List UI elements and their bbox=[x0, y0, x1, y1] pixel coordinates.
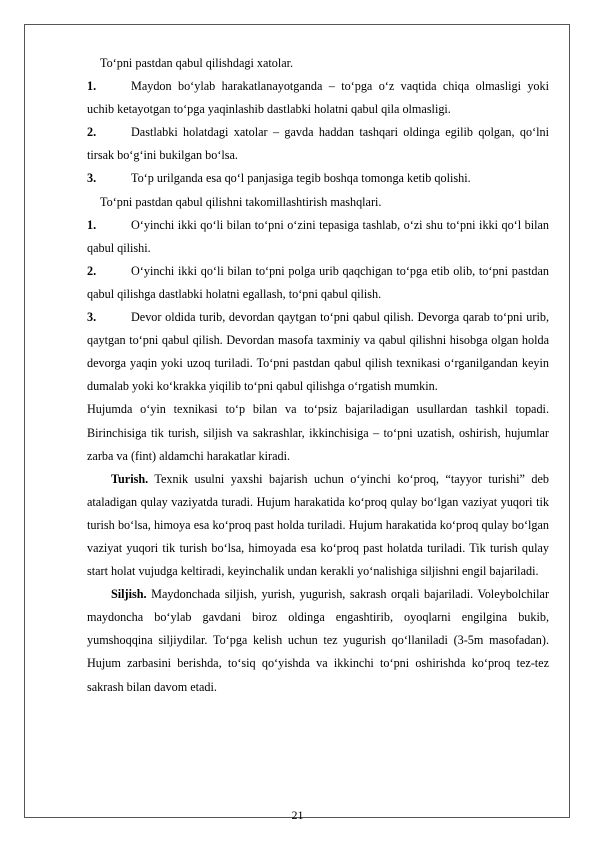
error-item-1 bbox=[87, 75, 549, 121]
document-body bbox=[87, 52, 549, 699]
page-number: 21 bbox=[291, 808, 304, 822]
hujumda-paragraph: Hujumda o‘yin texnikasi to‘p bilan va to‘psiz bajariladigan usullardan tashkil topadi. Birinchisiga tik turish, siljish va sakrashlar, ikkinchisiga – to‘pni uzatish, oshirish, hujumlar zarba va (fint) aldamchi harakatlar kiradi. bbox=[87, 402, 549, 463]
errors-heading: To‘pni pastdan qabul qilishdagi xatolar. bbox=[100, 56, 294, 70]
exercise-item-number: 3. bbox=[87, 310, 97, 325]
error-item-3 bbox=[87, 167, 549, 190]
siljish-label: Siljish. bbox=[111, 587, 147, 602]
exercise-item-1 bbox=[87, 214, 549, 260]
exercise-item-text: Devor oldida turib, devordan qaytgan to‘pni qabul qilish. Devorga qarab to‘pni urib, qaytgan to‘pni qabul qilish. Devordan masofa taxminiy va qabul qilishni hisobga olgan holda devorga yaqin yoki uzoq turiladi. To‘pni pastdan qabul qilish texnikasi o‘rganilgandan keyin dumalab yoki ko‘krakka yiqilib to‘pni qabul qilishga o‘rgatish mumkin. bbox=[87, 310, 549, 394]
turish-paragraph bbox=[87, 468, 549, 583]
error-item-number: 1. bbox=[87, 79, 97, 94]
error-item-number: 2. bbox=[87, 125, 97, 140]
error-item-text: Dastlabki holatdagi xatolar – gavda haddan tashqari oldinga egilib qolgan, qo‘lni tirsak bo‘g‘ini bukilgan bo‘lsa. bbox=[87, 125, 549, 163]
error-item-text: To‘p urilganda esa qo‘l panjasiga tegib boshqa tomonga ketib qolishi. bbox=[131, 171, 471, 186]
exercise-item-2 bbox=[87, 260, 549, 306]
turish-text: Texnik usulni yaxshi bajarish uchun o‘yinchi ko‘proq, “tayyor turishi” deb ataladigan qulay vaziyatda turadi. Hujum harakatida ko‘proq qulay bo‘lgan vaziyat yuqori tik turish bo‘lsa, himoya esa ko‘proq past holda turiladi. Hujum harakatida ko‘proq qulay bo‘lgan vaziyat yuqori tik turish bo‘lsa, himoyada esa ko‘proq past holatda turiladi. Tik turish qulay start holat vujudga keltiradi, keyinchalik undan kerakli yo‘nalishiga siljishni engil bajariladi. bbox=[87, 471, 549, 579]
turish-label: Turish. bbox=[111, 471, 149, 486]
siljish-paragraph bbox=[87, 583, 549, 698]
exercises-heading: To‘pni pastdan qabul qilishni takomillashtirish mashqlari. bbox=[100, 194, 382, 209]
error-item-text: Maydon bo‘ylab harakatlanayotganda – to‘pga o‘z vaqtida chiqa olmasligi yoki uchib ketayotgan to‘pga yaqinlashib dastlabki holatni qabul qila olmasligi. bbox=[87, 79, 549, 117]
exercise-item-text: O‘yinchi ikki qo‘li bilan to‘pni o‘zini tepasiga tashlab, o‘zi shu to‘pni ikki qo‘l bilan qabul qilishi. bbox=[87, 217, 549, 255]
error-item-2 bbox=[87, 121, 549, 167]
exercise-item-number: 1. bbox=[87, 217, 97, 232]
exercise-item-text: O‘yinchi ikki qo‘li bilan to‘pni polga urib qaqchigan to‘pga etib olib, to‘pni pastdan qabul qilishga dastlabki holatni egallash, to‘pni qabul qilish. bbox=[87, 263, 549, 301]
exercise-item-number: 2. bbox=[87, 263, 97, 278]
exercise-item-3 bbox=[87, 306, 549, 398]
siljish-text: Maydonchada siljish, yurish, yugurish, sakrash orqali bajariladi. Voleybolchilar maydoncha bo‘ylab gavdani biroz oldinga engashtirib, oyoqlarni engilgina bukib, yumshoqqina siljiydilar. To‘pga kelish uchun tez yugurish qo‘llaniladi (3-5m masofadan). Hujum zarbasini berishda, to‘siq qo‘yishda va ikkinchi to‘pni oshirishda ko‘proq tez-tez sakrash bilan davom etadi. bbox=[87, 587, 550, 694]
error-item-number: 3. bbox=[87, 171, 97, 186]
